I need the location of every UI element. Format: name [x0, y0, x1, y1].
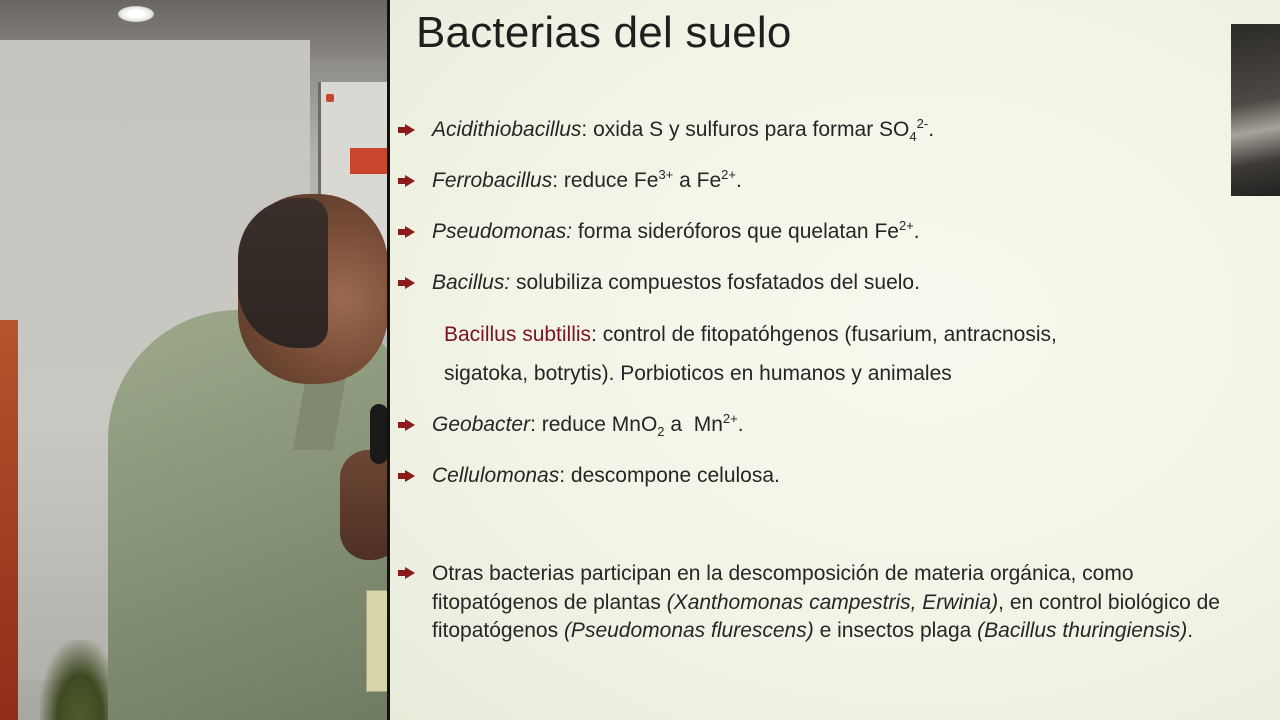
paragraph-italic: (Bacillus thuringiensis) [977, 619, 1188, 642]
paragraph-text: , en control biológico de fitopatógenos [432, 590, 1220, 642]
arrow-bullet-icon [398, 175, 418, 189]
arrow-bullet-icon [398, 124, 418, 138]
genus-name: Geobacter [432, 413, 531, 436]
bullet-text: : oxida S y sulfuros para formar SO [581, 118, 910, 141]
genus-name: Cellulomonas [432, 464, 560, 487]
arrow-bullet-icon [398, 419, 418, 433]
bullet-end: . [737, 413, 744, 436]
bullet-text-mid: a Mn [664, 413, 723, 436]
bullet-text: : reduce Fe [552, 169, 659, 192]
subitem-text: sigatoka, botrytis). Porbioticos en humanos y animales [444, 362, 952, 385]
bullet-pseudomonas [432, 220, 920, 244]
paragraph-text: Otras bacterias participan en la descomposición de materia orgánica, como fitopatógenos de plantas [432, 562, 1134, 614]
bullet-end: . [913, 220, 920, 243]
subitem-bacillus-subtillis-line-2 [444, 362, 952, 386]
superscript: 3+ [658, 167, 674, 182]
projection-screen-red-block [350, 148, 388, 174]
arrow-bullet-icon [398, 567, 418, 581]
bullet-text: : reduce MnO [530, 413, 658, 436]
bullet-text: forma sideróforos que quelatan Fe [572, 220, 899, 243]
genus-name: Acidithiobacillus [432, 118, 582, 141]
arrow-bullet-icon [398, 470, 418, 484]
bullet-geobacter [432, 411, 744, 440]
presenter-hand [340, 450, 388, 560]
paragraph-text: . [1187, 619, 1194, 642]
genus-name: Ferrobacillus [432, 169, 553, 192]
superscript: 2- [916, 116, 929, 131]
slide [390, 0, 1280, 720]
bullet-ferrobacillus [432, 169, 742, 193]
subitem-bacillus-subtillis-line-1 [444, 323, 1057, 347]
name-badge [366, 590, 388, 692]
thumbnail-image [1231, 24, 1280, 196]
bullet-bacillus [432, 271, 920, 295]
paragraph-italic: (Xanthomonas campestris, Erwinia) [666, 590, 999, 614]
microphone [370, 404, 388, 464]
bullet-text: solubiliza compuestos fosfatados del suelo. [510, 271, 920, 294]
bullet-acidithiobacillus [432, 116, 935, 145]
genus-name: Pseudomonas: [432, 220, 573, 243]
slide-title: Bacterias del suelo [416, 8, 792, 57]
subscript: 2 [657, 424, 665, 440]
paragraph-text: e insectos plaga [813, 619, 978, 642]
projection-screen-dot [326, 94, 334, 102]
presenter-video [0, 0, 388, 720]
superscript: 2+ [721, 167, 736, 182]
bullet-end: . [735, 169, 742, 192]
bullet-cellulomonas [432, 464, 780, 488]
subscript: 4 [909, 129, 917, 145]
bullet-end: . [928, 118, 935, 141]
superscript: 2+ [722, 411, 738, 426]
highlighted-term: Bacillus subtillis [444, 323, 592, 346]
superscript: 2+ [898, 218, 914, 233]
arrow-bullet-icon [398, 277, 418, 291]
genus-name: Bacillus: [432, 271, 511, 294]
arrow-bullet-icon [398, 226, 418, 240]
subitem-text: : control de fitopatóhgenos (fusarium, antracnosis, [591, 323, 1057, 346]
presenter-hair [238, 198, 328, 348]
paragraph-italic: (Pseudomonas flurescens) [563, 619, 814, 642]
bullet-text: : descompone celulosa. [559, 464, 780, 487]
bullet-list [390, 0, 1280, 720]
other-bacteria-paragraph [432, 560, 1252, 646]
bullet-text-mid: a Fe [673, 169, 722, 192]
ceiling-light [118, 6, 154, 22]
wall-red-stripe [0, 320, 18, 720]
